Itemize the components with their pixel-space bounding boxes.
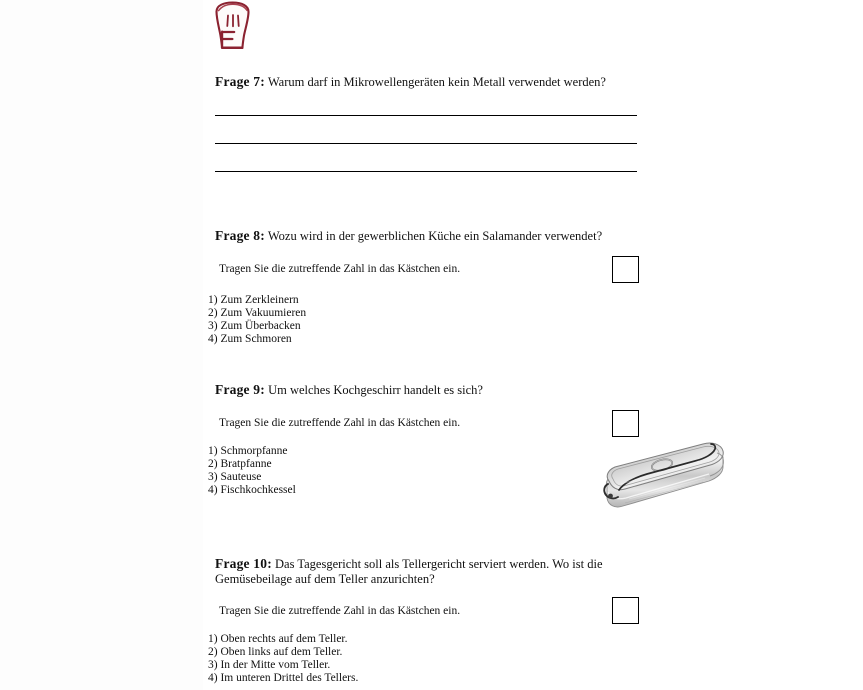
answer-line[interactable] [215, 144, 637, 172]
question-10-answer-box[interactable] [612, 597, 639, 624]
answer-line[interactable] [215, 116, 637, 144]
option-item[interactable]: 1) Oben rechts auf dem Teller. [208, 633, 348, 645]
option-item[interactable]: 1) Zum Zerkleinern [208, 294, 299, 306]
question-10-label: Frage 10: [215, 556, 272, 571]
fish-kettle-photo [599, 440, 731, 520]
question-8-label: Frage 8: [215, 228, 265, 243]
option-item[interactable]: 2) Oben links auf dem Teller. [208, 645, 343, 658]
question-10-options [208, 633, 358, 685]
questions-container [203, 0, 863, 690]
option-item[interactable]: 1) Schmorpfanne [208, 445, 288, 457]
question-9-answer-box[interactable] [612, 410, 639, 437]
page-left-margin [0, 0, 203, 690]
option-item[interactable]: 4) Im unteren Drittel des Tellers. [208, 671, 359, 684]
question-8-options [208, 294, 306, 346]
question-block-10 [203, 556, 863, 587]
question-9-instruction: Tragen Sie die zutreffende Zahl in das Kästchen ein. [219, 417, 461, 429]
option-item[interactable]: 2) Bratpfanne [208, 457, 272, 470]
question-8-instruction: Tragen Sie die zutreffende Zahl in das Kästchen ein. [219, 263, 461, 275]
option-item[interactable]: 3) Zum Überbacken [208, 319, 301, 332]
question-9-options [208, 445, 296, 497]
question-7-text: Warum darf in Mikrowellengeräten kein Metall verwendet werden? [267, 75, 606, 89]
question-8-heading [203, 228, 655, 244]
question-8-answer-box[interactable] [612, 256, 639, 283]
option-item[interactable]: 4) Zum Schmoren [208, 332, 292, 345]
question-10-heading [203, 556, 655, 587]
option-item[interactable]: 4) Fischkochkessel [208, 483, 296, 496]
question-7-label: Frage 7: [215, 74, 265, 89]
question-block-8 [203, 228, 863, 244]
question-9-label: Frage 9: [215, 382, 265, 397]
answer-line[interactable] [215, 88, 637, 116]
option-item[interactable]: 2) Zum Vakuumieren [208, 306, 307, 319]
question-block-9 [203, 382, 863, 398]
question-10-instruction: Tragen Sie die zutreffende Zahl in das Kästchen ein. [219, 605, 461, 617]
question-9-heading [203, 382, 655, 398]
question-9-text: Um welches Kochgeschirr handelt es sich? [268, 383, 483, 397]
option-item[interactable]: 3) Sauteuse [208, 470, 262, 483]
question-7-answer-lines [215, 88, 637, 172]
question-10-text: Das Tagesgericht soll als Tellergericht serviert werden. Wo ist die Gemüsebeilage auf dem Teller anzurichten? [215, 557, 603, 586]
question-8-text: Wozu wird in der gewerblichen Küche ein Salamander verwendet? [267, 229, 603, 243]
option-item[interactable]: 3) In der Mitte vom Teller. [208, 658, 331, 671]
